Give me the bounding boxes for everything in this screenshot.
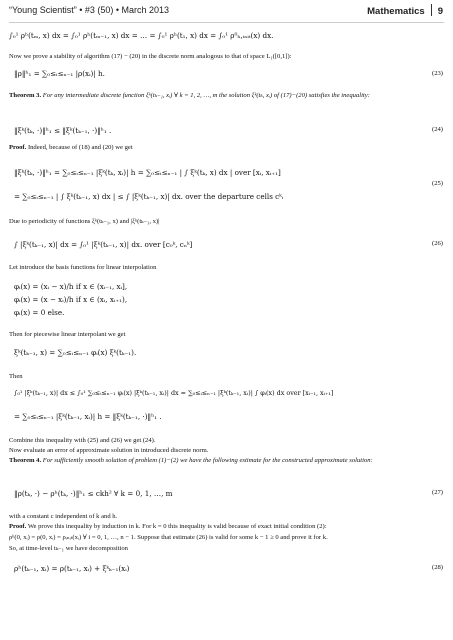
theorem-4 — [9, 456, 443, 465]
page-header — [0, 0, 453, 26]
equation-number-23: (23) — [432, 70, 443, 77]
paragraph-basis-functions: Let introduce the basis functions for linear interpolation — [9, 264, 157, 271]
equation-number-25: (25) — [432, 180, 443, 187]
paragraph-periodicity: Due to periodicity of functions ξᵏ(tₖ₋₁, x) and |ξᵏ(tₖ₋₁, x)| — [9, 218, 160, 225]
equation-26: ∫ |ξᵏ(tₖ₋₁, x)| dx = ∫₀¹ |ξᵏ(tₖ₋₁, x)| dx. over [c₀ᵏ, cₙᵏ] — [14, 240, 193, 249]
paragraph-constant: with a constant c independent of k and h. — [9, 513, 118, 520]
proof-1-text: Indeed, because of (18) and (20) we get — [27, 144, 133, 151]
journal-title: “Young Scientist” • #3 (50) • March 2013 — [9, 5, 170, 15]
paragraph-interpolant: Then for piecewise linear interpolant we get — [9, 331, 126, 338]
proof-2 — [9, 522, 443, 531]
equation-23: ‖ρ‖ʰ₁ = ∑₀≤ᵢ≤ₙ₋₁ |ρ(xᵢ)| h. — [14, 69, 105, 78]
basis-case-2: φᵢ(x) = (x − xᵢ)/h if x ∈ (xᵢ, xᵢ₊₁), — [14, 295, 128, 304]
paragraph-then: Then — [9, 373, 23, 380]
proof-2-text: We prove this inequality by induction in k. For k = 0 this inequality is valid because of exact initial condition (2): — [27, 523, 327, 530]
equation-27: ‖ρ(tₖ, ·) − ρʰ(tₖ, ·)‖ʰ₁ ≤ ckh² ∀ k = 0, 1, …, m — [14, 489, 173, 498]
paragraph-decomposition-intro: So, at time-level tₖ₋₁ we have decomposition — [9, 545, 128, 552]
equation-then-line-2: = ∑₀≤ᵢ≤ₙ₋₁ |ξᵏ(tₖ₋₁, xᵢ)| h = ‖ξᵏ(tₖ₋₁, ·)‖ʰ₁ . — [14, 412, 162, 421]
equation-interpolant: ξᵏ(tₖ₋₁, x) = ∑₀≤ᵢ≤ₙ₋₁ φᵢ(x) ξᵏ(tₖ₋₁). — [14, 348, 137, 357]
page-number: 9 — [437, 6, 443, 17]
proof-1-label: Proof. — [9, 144, 27, 151]
equation-number-27: (27) — [432, 489, 443, 496]
paragraph-combine: Combine this inequality with (25) and (26) we get (24). — [9, 437, 156, 444]
equation-number-24: (24) — [432, 126, 443, 133]
section-and-page — [367, 4, 443, 17]
paragraph-stability-intro: Now we prove a stability of algorithm (17) − (20) in the discrete norm analogous to that of space L₁([0,1]): — [9, 53, 292, 60]
basis-case-3: φᵢ(x) = 0 else. — [14, 308, 65, 317]
paragraph-error-intro: Now evaluate an error of approximate solution in introduced discrete norm. — [9, 447, 209, 454]
proof-1 — [9, 143, 443, 152]
theorem-3-label: Theorem 3. — [9, 92, 42, 99]
theorem-3-text: For any intermediate discrete function ξᵏ(tₖ₋₁, xᵢ) ∀ k = 1, 2, …, m the solution ξᵏ(tₖ, xᵢ) of (17)−(20) satisfies the inequality: — [42, 92, 370, 99]
equation-then-line-1: ∫₀¹ |ξᵏ(tₖ₋₁, x)| dx ≤ ∫₀¹ ∑₀≤ᵢ≤ₙ₋₁ φᵢ(x) |ξᵏ(tₖ₋₁, xᵢ)| dx = ∑₀≤ᵢ≤ₙ₋₁ |ξᵏ(tₖ₋₁, xᵢ)| ∫ φᵢ(x) dx over [xᵢ₋₁, xᵢ₊₁] — [14, 389, 334, 397]
equation-24: ‖ξᵏ(tₖ, ·)‖ʰ₁ ≤ ‖ξᵏ(tₖ₋₁, ·)‖ʰ₁ . — [14, 126, 112, 135]
equation-number-26: (26) — [432, 240, 443, 247]
paragraph-induction: ρʰ(0, xᵢ) = ρ(0, xᵢ) = ρᵢₙᵢₜ(xᵢ) ∀ i = 0, 1, …, n − 1. Suppose that estimate (26) is valid for some k − 1 ≥ 0 and prove it for k. — [9, 534, 328, 541]
basis-case-1: φᵢ(x) = (xᵢ − x)/h if x ∈ (xᵢ₋₁, xᵢ], — [14, 282, 128, 291]
header-divider — [431, 4, 432, 16]
section-name: Mathematics — [367, 6, 425, 17]
proof-2-label: Proof. — [9, 523, 27, 530]
equation-28: ρʰ(tₖ₋₁, xᵢ) = ρ(tₖ₋₁, xᵢ) + ξᵏₖ₋₁(xᵢ) — [14, 564, 130, 573]
header-rule — [9, 22, 444, 23]
equation-mass-conservation: ∫₀¹ ρʰ(tₘ, x) dx = ∫₀¹ ρʰ(tₘ₋₁, x) dx = … = ∫₀¹ ρʰ(t₁, x) dx = ∫₀¹ ρ⁰ₕ,ᵢₙᵢₜ(x) dx. — [9, 31, 274, 40]
theorem-3 — [9, 91, 443, 100]
theorem-4-label: Theorem 4. — [9, 457, 42, 464]
equation-25-line-1: ‖ξᵏ(tₖ, ·)‖ʰ₁ = ∑₀≤ᵢ≤ₙ₋₁ |ξᵏ(tₖ, xᵢ)| h = ∑₀≤ᵢ≤ₙ₋₁ | ∫ ξᵏ(tₖ, x) dx | over [xᵢ, xᵢ₊₁] — [14, 168, 281, 177]
theorem-4-text: For sufficiently smooth solution of problem (1)−(2) we have the following estimate for the constructed approximate solution: — [42, 457, 373, 464]
equation-number-28: (28) — [432, 564, 443, 571]
equation-25-line-2: = ∑₀≤ᵢ≤ₙ₋₁ | ∫ ξᵏ(tₖ₋₁, x) dx | ≤ ∫ |ξᵏ(tₖ₋₁, x)| dx. over the departure cells cᵏᵢ — [14, 192, 284, 201]
